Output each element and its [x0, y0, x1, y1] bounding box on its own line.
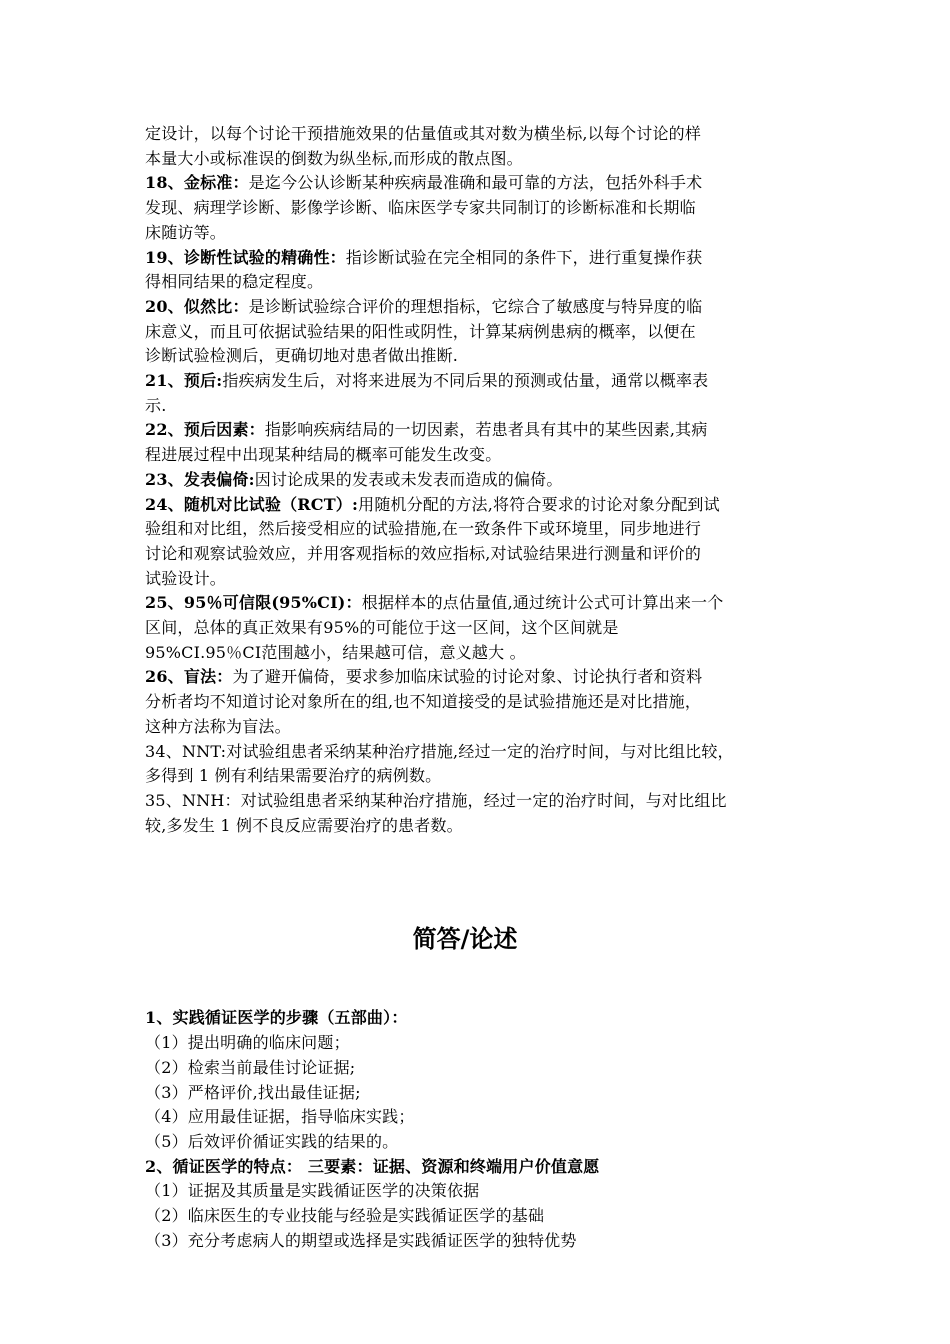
definition-line: [145, 320, 825, 345]
question-item: （3）充分考虑病人的期望或选择是实践循证医学的独特优势: [145, 1230, 577, 1250]
definition-text: 因讨论成果的发表或未发表而造成的偏倚。: [254, 469, 563, 489]
definition-line: [145, 542, 825, 567]
spacer: [145, 838, 825, 880]
definition-line: [145, 443, 825, 468]
definition-line: [145, 221, 825, 246]
definition-line: [145, 789, 825, 814]
definition-term: 19、诊断性试验的精确性：: [145, 247, 346, 267]
definition-line: [145, 715, 825, 740]
definition-text: 34、NNT:对试验组患者采纳某种治疗措施,经过一定的治疗时间，与对比组比较，: [145, 741, 734, 761]
definition-paragraph: [145, 468, 825, 493]
definition-term: 23、发表偏倚:: [145, 469, 255, 489]
definition-line: [145, 295, 825, 320]
definition-text: 指疾病发生后，对将来进展为不同后果的预测或估量，通常以概率表: [222, 371, 709, 391]
definition-paragraph: [145, 171, 825, 245]
question-item: （5）后效评价循证实践的结果的。: [145, 1131, 399, 1151]
definition-text: 讨论和观察试验效应，并用客观指标的效应指标,对试验结果进行测量和评价的: [145, 543, 702, 563]
definition-text: 得相同结果的稳定程度。: [145, 272, 324, 292]
definition-text: 区间，总体的真正效果有95%的可能位于这一区间，这个区间就是: [145, 618, 619, 638]
definition-line: [145, 493, 825, 518]
definition-line: [145, 665, 825, 690]
definition-line: [145, 616, 825, 641]
definition-line: [145, 740, 825, 765]
definition-text: 为了避开偏倚，要求参加临床试验的讨论对象、讨论执行者和资料: [232, 667, 703, 687]
definition-line: [145, 764, 825, 789]
definition-line: [145, 196, 825, 221]
question-heading: 1、实践循证医学的步骤（五部曲）：: [145, 1008, 408, 1028]
definition-text: 试验设计。: [145, 568, 227, 588]
definition-line: [145, 567, 825, 592]
question-item: （1）提出明确的临床问题；: [145, 1033, 350, 1053]
definition-text: 指诊断试验在完全相同的条件下，进行重复操作获: [345, 247, 703, 267]
question-heading: 2、循证医学的特点： 三要素：证据、资源和终端用户价值意愿: [145, 1156, 600, 1176]
definition-text: 根据样本的点估量值,通过统计公式可计算出来一个: [361, 593, 724, 613]
definition-paragraph: [145, 295, 825, 369]
definition-text: 分析者均不知道讨论对象所在的组,也不知道接受的是试验措施还是对比措施，: [145, 692, 702, 712]
definition-term: 20、似然比：: [145, 296, 249, 316]
definition-paragraph: [145, 369, 825, 418]
definition-text: 示.: [145, 395, 167, 415]
document-page: [145, 122, 825, 1253]
definition-paragraph: [145, 740, 825, 789]
spacer: [145, 964, 825, 1006]
definition-line: [145, 814, 825, 839]
definition-line: [145, 394, 825, 419]
definition-term: 24、随机对比试验（RCT）:: [145, 494, 359, 514]
definition-text: 95%CI.95％CI范围越小，结果越可信，意义越大 。: [145, 642, 526, 662]
definition-text: 多得到 1 例有利结果需要治疗的病例数。: [145, 766, 442, 786]
definition-paragraph: [145, 418, 825, 467]
definition-line: [145, 591, 825, 616]
definition-paragraph: [145, 591, 825, 665]
definition-term: 25、95％可信限(95%CI)：: [145, 593, 362, 613]
definition-line: [145, 690, 825, 715]
definition-paragraph: [145, 246, 825, 295]
questions-list: [145, 1006, 825, 1253]
question-item: （4）应用最佳证据，指导临床实践；: [145, 1107, 415, 1127]
definition-text: 发现、病理学诊断、影像学诊断、临床医学专家共同制订的诊断标准和长期临: [145, 198, 696, 218]
definition-line: [145, 246, 825, 271]
definition-paragraph: [145, 493, 825, 592]
question-item: （2）检索当前最佳讨论证据;: [145, 1057, 356, 1077]
definition-term: 26、盲法：: [145, 667, 233, 687]
section-title: 简答/论述: [412, 925, 518, 954]
definition-line: [145, 344, 825, 369]
definition-line: [145, 641, 825, 666]
definition-paragraph: [145, 665, 825, 739]
definition-text: 验组和对比组，然后接受相应的试验措施,在一致条件下或环境里，同步地进行: [145, 519, 702, 539]
definition-text: 程进展过程中出现某种结局的概率可能发生改变。: [145, 445, 502, 465]
question-item: （3）严格评价,找出最佳证据;: [145, 1082, 361, 1102]
definition-line: [145, 270, 825, 295]
definition-text: 是迄今公认诊断某种疾病最准确和最可靠的方法，包括外科手术: [248, 173, 703, 193]
definition-text: 用随机分配的方法,将符合要求的讨论对象分配到试: [358, 494, 720, 514]
definition-text: 较,多发生 1 例不良反应需要治疗的患者数。: [145, 815, 463, 835]
definition-text: 指影响疾病结局的一切因素，若患者具有其中的某些因素,其病: [264, 420, 708, 440]
definition-term: 21、预后:: [145, 371, 223, 391]
question-item: （1）证据及其质量是实践循证医学的决策依据: [145, 1181, 480, 1201]
definition-line: [145, 517, 825, 542]
definitions-list: [145, 122, 825, 838]
definition-text: 这种方法称为盲法。: [145, 716, 291, 736]
definition-line: [145, 147, 825, 172]
definition-paragraph: [145, 789, 825, 838]
definition-text: 床随访等。: [145, 222, 227, 242]
definition-text: 床意义，而且可依据试验结果的阳性或阴性，计算某病例患病的概率，以便在: [145, 321, 696, 341]
definition-line: [145, 122, 825, 147]
definition-text: 本量大小或标准误的倒数为纵坐标,而形成的散点图。: [145, 148, 523, 168]
definition-line: [145, 171, 825, 196]
definition-term: 18、金标准：: [145, 173, 249, 193]
definition-line: [145, 418, 825, 443]
question-item: （2）临床医生的专业技能与经验是实践循证医学的基础: [145, 1206, 545, 1226]
definition-paragraph: [145, 122, 825, 171]
definition-line: [145, 468, 825, 493]
definition-term: 22、预后因素：: [145, 420, 265, 440]
definition-text: 是诊断试验综合评价的理想指标，它综合了敏感度与特异度的临: [248, 296, 703, 316]
definition-text: 35、NNH：对试验组患者采纳某种治疗措施，经过一定的治疗时间，与对比组比: [145, 790, 727, 810]
definition-text: 定设计，以每个讨论干预措施效果的估量值或其对数为横坐标,以每个讨论的样: [145, 124, 702, 143]
definition-line: [145, 369, 825, 394]
definition-text: 诊断试验检测后，更确切地对患者做出推断.: [145, 346, 459, 366]
